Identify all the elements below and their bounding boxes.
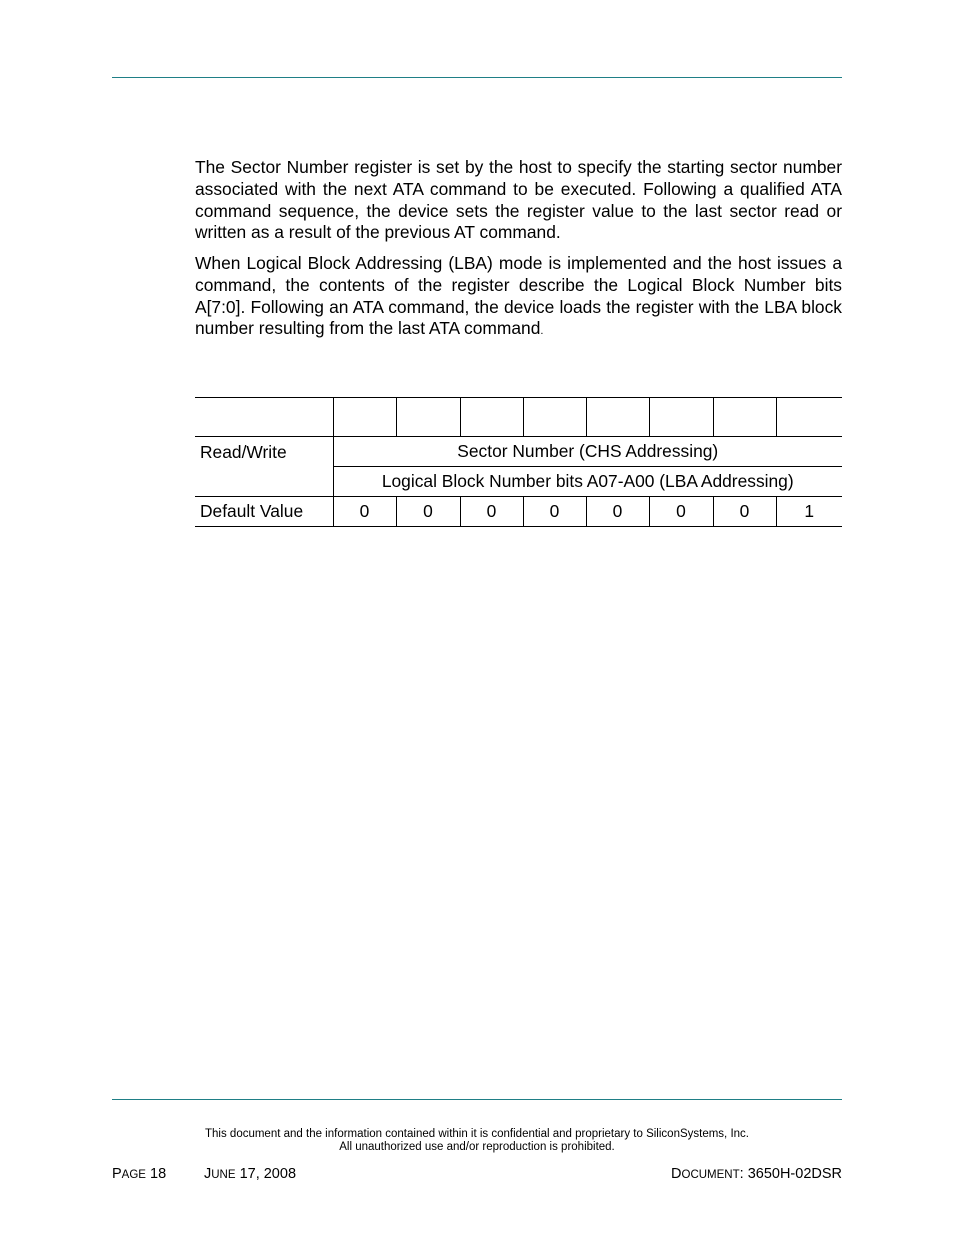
default-bit-1: 0 <box>713 497 776 527</box>
default-bit-4: 0 <box>523 497 586 527</box>
bit-header-cell <box>396 398 460 437</box>
paragraph-lba-period: . <box>540 325 544 338</box>
header-label-cell <box>195 398 333 437</box>
bit-header-cell <box>333 398 396 437</box>
bit-header-cell <box>776 398 842 437</box>
document-date: JUNE 17, 2008 <box>204 1166 297 1182</box>
document-id: DOCUMENT: 3650H-02DSR <box>671 1166 842 1182</box>
chs-description: Sector Number (CHS Addressing) <box>333 437 842 467</box>
default-bit-0: 1 <box>776 497 842 527</box>
paragraph-lba-mode <box>195 253 842 343</box>
confidentiality-line-1: This document and the information contained within it is confidential and proprietary to SiliconSystems, Inc. <box>205 1128 749 1140</box>
default-bit-5: 0 <box>460 497 523 527</box>
paragraph-lba-text: When Logical Block Addressing (LBA) mode is implemented and the host issues a command, the contents of the register describe the Logical Block Number bits A[7:0]. Following an ATA command, the device loads the register with the LBA block number resulting from the last ATA command <box>195 253 842 339</box>
default-value-row <box>195 497 842 527</box>
bit-header-cell <box>586 398 649 437</box>
bit-header-cell <box>713 398 776 437</box>
sector-number-register-table <box>195 397 842 527</box>
read-write-label: Read/Write <box>195 437 333 497</box>
footer-rule <box>112 1099 842 1100</box>
default-bit-6: 0 <box>396 497 460 527</box>
page-number: PAGE 18 <box>112 1166 167 1182</box>
header-rule <box>112 77 842 78</box>
bit-header-cell <box>649 398 713 437</box>
confidentiality-line-2: All unauthorized use and/or reproduction is prohibited. <box>339 1140 615 1153</box>
default-bit-2: 0 <box>649 497 713 527</box>
lba-description: Logical Block Number bits A07-A00 (LBA Addressing) <box>333 467 842 497</box>
bit-header-row <box>195 398 842 437</box>
paragraph-sector-number: The Sector Number register is set by the host to specify the starting sector number associated with the next ATA command to be executed. Following a qualified ATA command sequence, the device sets the register value to the last sector read or written as a result of the previous AT command. <box>195 157 842 243</box>
bit-header-cell <box>460 398 523 437</box>
default-bit-3: 0 <box>586 497 649 527</box>
bit-header-cell <box>523 398 586 437</box>
default-bit-7: 0 <box>333 497 396 527</box>
default-value-label: Default Value <box>195 497 333 527</box>
chs-row <box>195 437 842 467</box>
confidentiality-notice <box>112 1128 842 1153</box>
